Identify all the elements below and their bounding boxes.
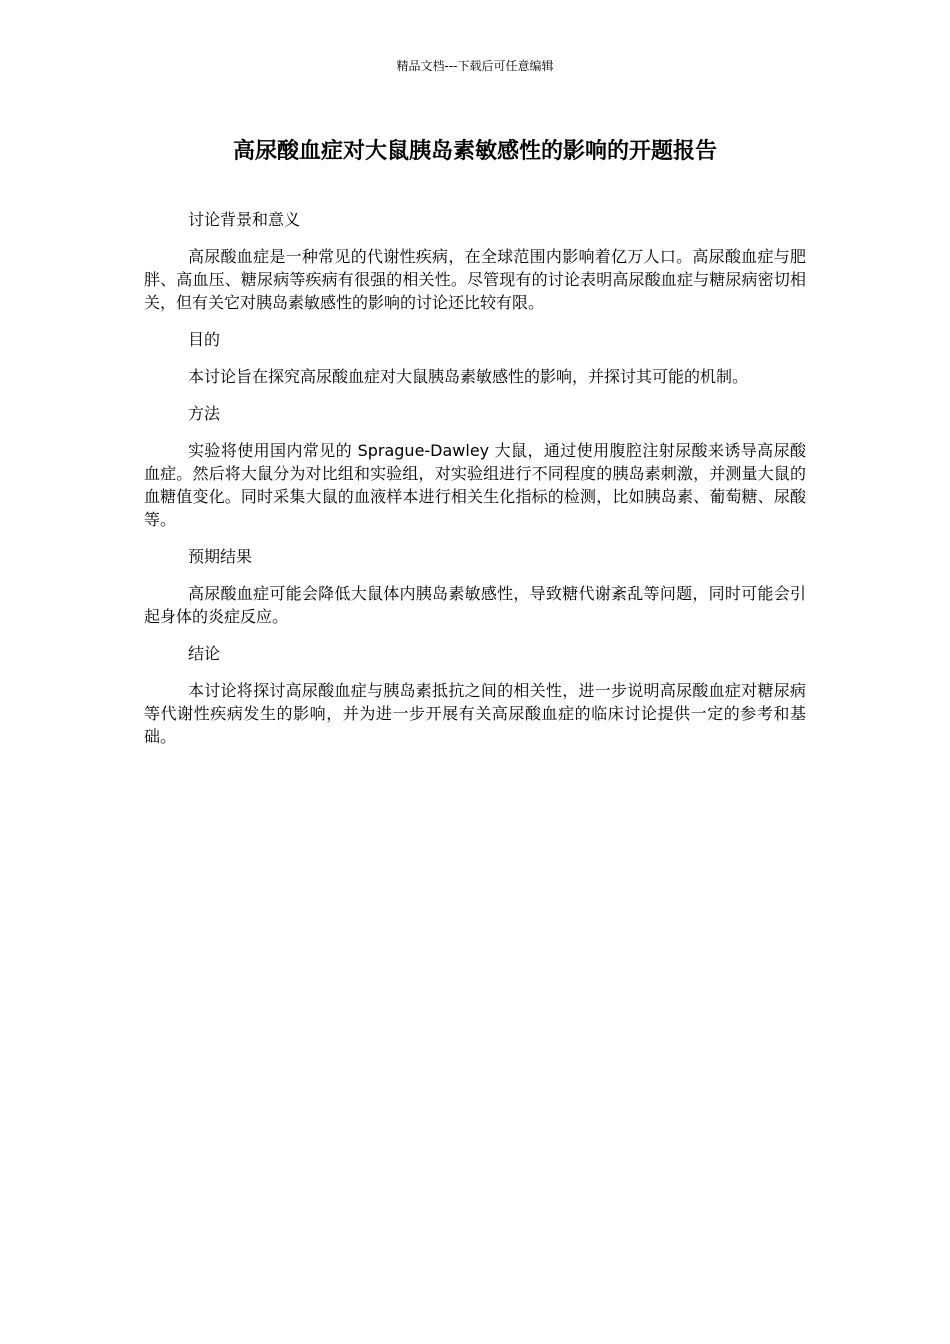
section-heading-method: 方法 bbox=[188, 404, 221, 423]
section-body-background: 高尿酸血症是一种常见的代谢性疾病，在全球范围内影响着亿万人口。高尿酸血症与肥胖、高血压、糖尿病等疾病有很强的相关性。尽管现有的讨论表明高尿酸血症与糖尿病密切相关，但有关它对胰岛素敏感性的影响的讨论还比较有限。 bbox=[144, 247, 806, 312]
section-heading-background: 讨论背景和意义 bbox=[188, 210, 301, 229]
section-heading-purpose: 目的 bbox=[188, 330, 221, 349]
section-heading-conclusion: 结论 bbox=[188, 644, 221, 663]
document-body bbox=[144, 208, 806, 762]
section-heading-expected-results: 预期结果 bbox=[188, 547, 253, 566]
page-header-note: 精品文档---下载后可任意编辑 bbox=[396, 59, 554, 73]
document-title: 高尿酸血症对大鼠胰岛素敏感性的影响的开题报告 bbox=[232, 139, 717, 164]
section-body-expected-results: 高尿酸血症可能会降低大鼠体内胰岛素敏感性，导致糖代谢紊乱等问题，同时可能会引起身体的炎症反应。 bbox=[144, 584, 806, 626]
section-body-conclusion: 本讨论将探讨高尿酸血症与胰岛素抵抗之间的相关性，进一步说明高尿酸血症对糖尿病等代谢性疾病发生的影响，并为进一步开展有关高尿酸血症的临床讨论提供一定的参考和基础。 bbox=[144, 681, 806, 746]
section-body-method: 实验将使用国内常见的 Sprague-Dawley 大鼠，通过使用腹腔注射尿酸来诱导高尿酸血症。然后将大鼠分为对比组和实验组，对实验组进行不同程度的胰岛素刺激，并测量大鼠的血糖值变化。同时采集大鼠的血液样本进行相关生化指标的检测，比如胰岛素、葡萄糖、尿酸等。 bbox=[144, 441, 806, 529]
section-body-purpose: 本讨论旨在探究高尿酸血症对大鼠胰岛素敏感性的影响，并探讨其可能的机制。 bbox=[188, 367, 749, 386]
